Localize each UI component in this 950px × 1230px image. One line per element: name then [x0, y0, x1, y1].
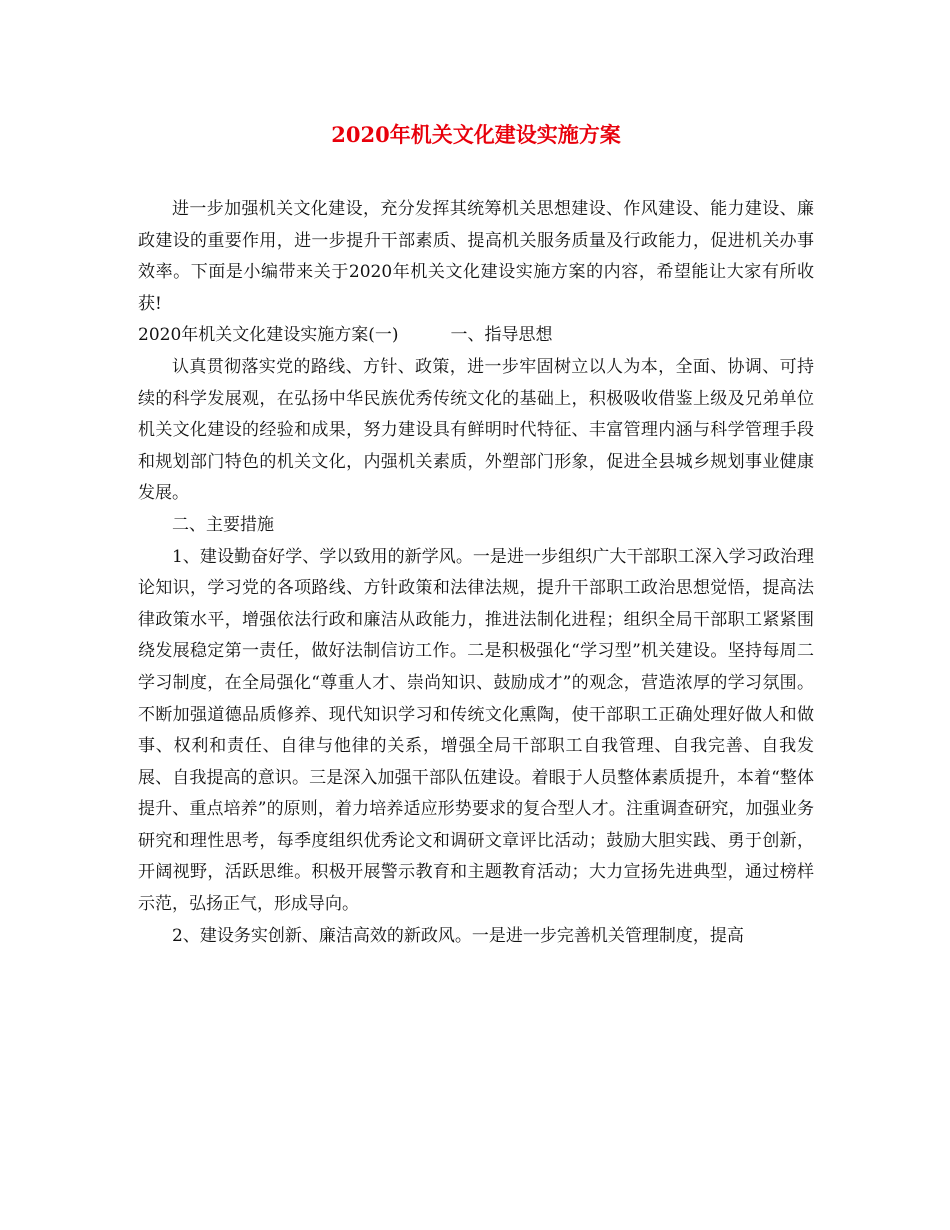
document-title: 2020年机关文化建设实施方案 — [331, 122, 621, 147]
measure-2-paragraph: 2、建设务实创新、廉洁高效的新政风。一是进一步完善机关管理制度，提高 — [172, 925, 744, 946]
measures-heading: 二、主要措施 — [172, 514, 274, 535]
intro-paragraph: 进一步加强机关文化建设，充分发挥其统筹机关思想建设、作风建设、能力建设、廉政建设的重要作用，进一步提升干部素质、提高机关服务质量及行政能力，促进机关办事效率。下面是小编带来关于2020年机关文化建设实施方案的内容，希望能让大家有所收获! — [138, 199, 814, 314]
section-heading-line — [138, 320, 814, 352]
document-page — [138, 120, 814, 952]
guiding-thought-paragraph: 认真贯彻落实党的路线、方针、政策，进一步牢固树立以人为本，全面、协调、可持续的科学发展观，在弘扬中华民族优秀传统文化的基础上，积极吸收借鉴上级及兄弟单位机关文化建设的经验和成果，努力建设具有鲜明时代特征、丰富管理内涵与科学管理手段和规划部门特色的机关文化，内强机关素质，外塑部门形象，促进全县城乡规划事业健康发展。 — [138, 356, 814, 504]
section-first-item: 一、指导思想 — [450, 325, 553, 346]
measure-1-paragraph: 1、建设勤奋好学、学以致用的新学风。一是进一步组织广大干部职工深入学习政治理论知识，学习党的各项路线、方针政策和法律法规，提升干部职工政治思想觉悟，提高法律政策水平，增强依法行政和廉洁从政能力，推进法制化进程；组织全局干部职工紧紧围绕发展稳定第一责任，做好法制信访工作。二是积极强化“学习型”机关建设。坚持每周二学习制度，在全局强化“尊重人才、崇尚知识、鼓励成才”的观念，营造浓厚的学习氛围。不断加强道德品质修养、现代知识学习和传统文化熏陶，使干部职工正确处理好做人和做事、权利和责任、自律与他律的关系，增强全局干部职工自我管理、自我完善、自我发展、自我提高的意识。三是深入加强干部队伍建设。着眼于人员整体素质提升，本着“整体提升、重点培养”的原则，着力培养适应形势要求的复合型人才。注重调查研究，加强业务研究和理性思考，每季度组织优秀论文和调研文章评比活动；鼓励大胆实践、勇于创新，开阔视野，活跃思维。积极开展警示教育和主题教育活动；大力宣扬先进典型，通过榜样示范，弘扬正气，形成导向。 — [138, 546, 814, 915]
section-heading: 2020年机关文化建设实施方案(一) — [138, 325, 399, 346]
